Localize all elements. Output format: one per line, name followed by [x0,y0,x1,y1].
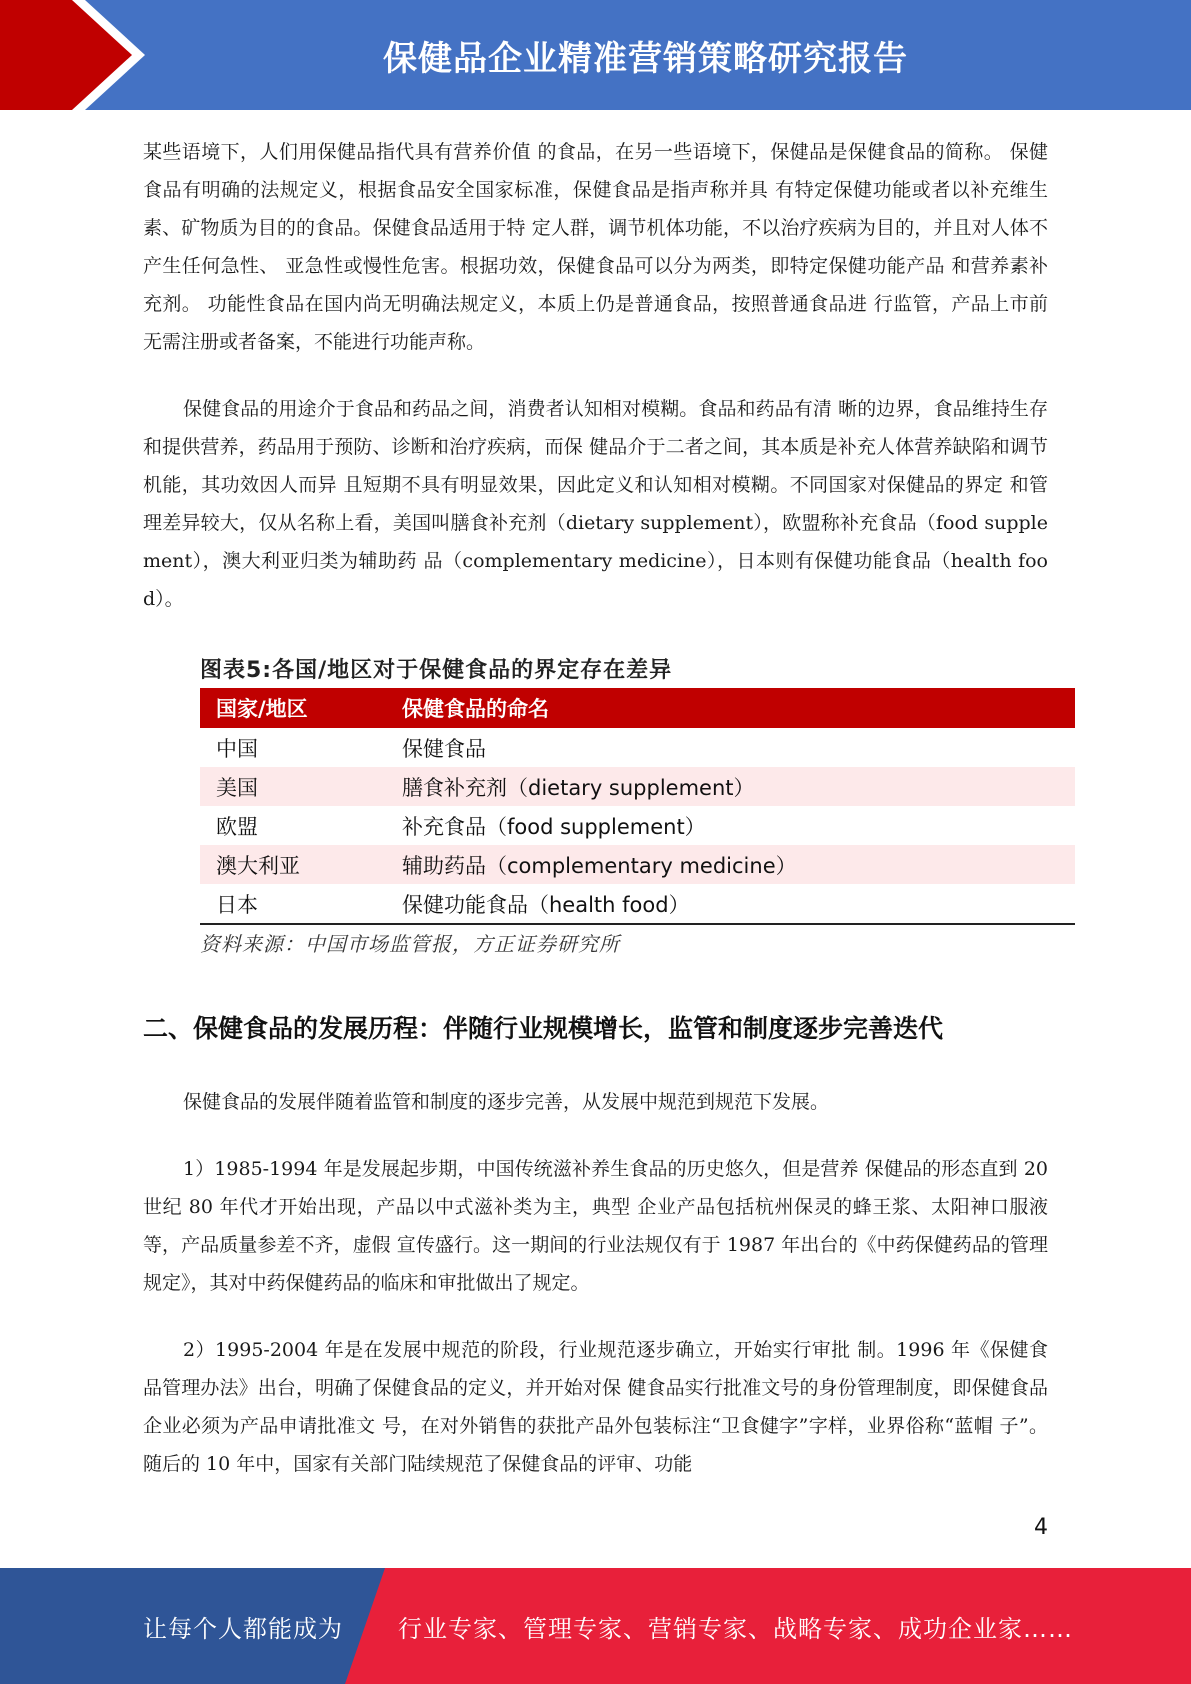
body-paragraph-2: 保健食品的用途介于食品和药品之间，消费者认知相对模糊。食品和药品有清 晰的边界，食品维持生存和提供营养，药品用于预防、诊断和治疗疾病，而保 健品介于二者之间，其本质是补充人体营养缺陷和调节机能，其功效因人而异 且短期不具有明显效果，因此定义和认知相对模糊。不同国家对保健品的界定 和管理差异较大，仅从名称上看，美国叫膳食补充剂（dietary supplement），欧盟称补充食品（food supplement），澳大利亚归类为辅助药 品（complementary medicine），日本则有保健功能食品（health food）。 [143,398,1048,610]
main-content [143,133,1048,1512]
header-arrow-graphic [0,0,160,110]
column-header-region: 国家/地区 [200,688,386,728]
report-title: 保健品企业精准营销策略研究报告 [383,38,908,79]
section-paragraph-2: 1）1985-1994 年是发展起步期，中国传统滋补养生食品的历史悠久，但是营养 保健品的形态直到 20 世纪 80 年代才开始出现，产品以中式滋补类为主，典型 企业产品包括杭州保灵的蜂王浆、太阳神口服液等，产品质量参差不齐，虚假 宣传盛行。这一期间的行业法规仅有于 1987 年出台的《中药保健药品的管理 规定》，其对中药保健药品的临床和审批做出了规定。 [143,1158,1048,1294]
page-footer [0,1568,1191,1684]
section-heading: 二、保健食品的发展历程：伴随行业规模增长，监管和制度逐步完善迭代 [143,1014,944,1043]
column-header-naming: 保健食品的命名 [386,688,1075,728]
section-paragraph-1: 保健食品的发展伴随着监管和制度的逐步完善，从发展中规范到规范下发展。 [183,1091,830,1113]
table-row [200,728,1075,767]
table-cell-naming: 保健功能食品（health food） [386,884,1075,924]
table-cell-naming: 膳食补充剂（dietary supplement） [386,767,1075,806]
figure-source: 资料来源：中国市场监管报，方正证券研究所 [200,932,620,956]
table-cell-naming: 补充食品（food supplement） [402,814,706,839]
footer-slogan-left: 让每个人都能成为 [143,1614,343,1643]
figure-title: 图表5:各国/地区对于保健食品的界定存在差异 [200,658,673,683]
table-row [200,806,1075,845]
table-cell-region: 中国 [216,736,258,761]
page-header [0,0,1191,110]
table-cell-region: 美国 [200,767,386,806]
section-paragraph-3: 2）1995-2004 年是在发展中规范的阶段，行业规范逐步确立，开始实行审批 制。1996 年《保健食品管理办法》出台，明确了保健食品的定义，并开始对保 健食品实行批准文号的身份管理制度，即保健食品企业必须为产品申请批准文 号，在对外销售的获批产品外包装标注“卫食健字”字样，业界俗称“蓝帽 子”。随后的 10 年中，国家有关部门陆续规范了保健食品的评审、功能 [143,1339,1048,1475]
table-cell-naming: 辅助药品（complementary medicine） [386,845,1075,884]
table-cell-region: 日本 [200,884,386,924]
definition-figure [200,654,1075,963]
footer-slogan-right: 行业专家、管理专家、营销专家、战略专家、成功企业家…… [398,1614,1073,1643]
table-cell-region: 澳大利亚 [200,845,386,884]
table-cell-region: 欧盟 [216,814,258,839]
table-cell-naming: 保健食品 [402,736,486,761]
page-number: 4 [1034,1515,1048,1540]
definition-table [200,688,1075,925]
table-header-row [200,688,1075,728]
table-row [200,845,1075,884]
table-row [200,884,1075,924]
body-paragraph-1: 某些语境下，人们用保健品指代具有营养价值 的食品，在另一些语境下，保健品是保健食品的简称。 保健食品有明确的法规定义，根据食品安全国家标准，保健食品是指声称并具 有特定保健功能或者以补充维生素、矿物质为目的的食品。保健食品适用于特 定人群，调节机体功能，不以治疗疾病为目的，并且对人体不产生任何急性、 亚急性或慢性危害。根据功效，保健食品可以分为两类，即特定保健功能产品 和营养素补充剂。 功能性食品在国内尚无明确法规定义，本质上仍是普通食品，按照普通食品进 行监管，产品上市前无需注册或者备案，不能进行功能声称。 [143,141,1048,353]
table-row [200,767,1075,806]
